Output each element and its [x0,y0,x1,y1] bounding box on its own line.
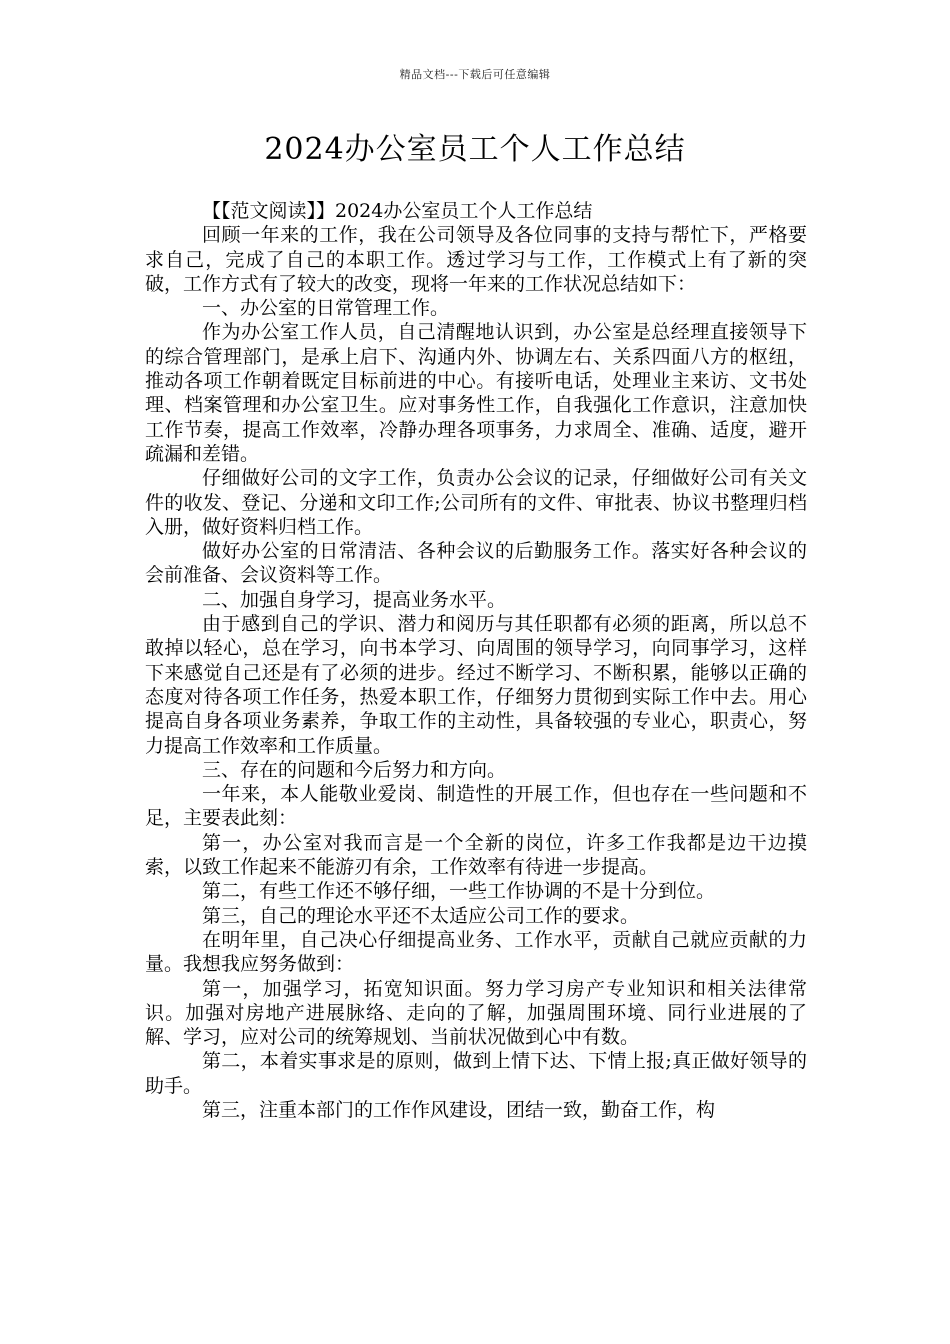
paragraph: 第一，办公室对我而言是一个全新的岗位，许多工作我都是边干边摸索，以致工作起来不能游刃有余，工作效率有待进一步提高。 [145,831,807,879]
section-heading-1: 一、办公室的日常管理工作。 [202,297,450,320]
paragraph: 回顾一年来的工作，我在公司领导及各位同事的支持与帮忙下，严格要求自己，完成了自己的本职工作。透过学习与工作，工作模式上有了新的突破，工作方式有了较大的改变，现将一年来的工作状况总结如下： [145,224,807,295]
section-heading-3: 三、存在的问题和今后努力和方向。 [202,758,507,781]
paragraph: 一年来，本人能敬业爱岗、制造性的开展工作，但也存在一些问题和不足，主要表此刻： [145,783,807,830]
document-body [145,199,807,1122]
document-title: 2024办公室员工个人工作总结 [264,132,686,167]
paragraph: 仔细做好公司的文字工作，负责办公会议的记录，仔细做好公司有关文件的收发、登记、分递和文印工作;公司所有的文件、审批表、协议书整理归档入册，做好资料归档工作。 [145,467,807,538]
paragraph: 第一，加强学习，拓宽知识面。努力学习房产专业知识和相关法律常识。加强对房地产进展脉络、走向的了解，加强周围环境、同行业进展的了解、学习，应对公司的统筹规划、当前状况做到心中有数。 [145,977,807,1049]
paragraph: 第三，注重本部门的工作作风建设，团结一致，勤奋工作，构 [202,1098,716,1121]
paragraph: 第二，有些工作还不够仔细，一些工作协调的不是十分到位。 [202,880,716,903]
paragraph: 由于感到自己的学识、潜力和阅历与其任职都有必须的距离，所以总不敢掉以轻心，总在学习，向书本学习、向周围的领导学习，向同事学习，这样下来感觉自己还是有了必须的进步。经过不断学习、不断积累，能够以正确的态度对待各项工作任务，热爱本职工作，仔细努力贯彻到实际工作中去。用心提高自身各项业务素养，争取工作的主动性，具备较强的专业心，职责心，努力提高工作效率和工作质量。 [145,613,807,757]
page-header-watermark: 精品文档---下载后可任意编辑 [399,68,551,81]
paragraph: 做好办公室的日常清洁、各种会议的后勤服务工作。落实好各种会议的会前准备、会议资料等工作。 [145,540,807,587]
paragraph: 第三，自己的理论水平还不太适应公司工作的要求。 [202,904,640,927]
paragraph: 作为办公室工作人员，自己清醒地认识到，办公室是总经理直接领导下的综合管理部门，是承上启下、沟通内外、协调左右、关系四面八方的枢纽，推动各项工作朝着既定目标前进的中心。有接听电话，处理业主来访、文书处理、档案管理和办公室卫生。应对事务性工作，自我强化工作意识，注意加快工作节奏，提高工作效率，冷静办理各项事务，力求周全、准确、适度，避开疏漏和差错。 [145,321,807,465]
section-heading-2: 二、加强自身学习，提高业务水平。 [202,588,507,611]
paragraph-intro-heading: 【【范文阅读】】2024办公室员工个人工作总结 [202,200,593,222]
paragraph: 在明年里，自己决心仔细提高业务、工作水平，贡献自己就应贡献的力量。我想我应努务做到： [145,928,807,976]
paragraph: 第二，本着实事求是的原则，做到上情下达、下情上报;真正做好领导的助手。 [145,1050,807,1097]
